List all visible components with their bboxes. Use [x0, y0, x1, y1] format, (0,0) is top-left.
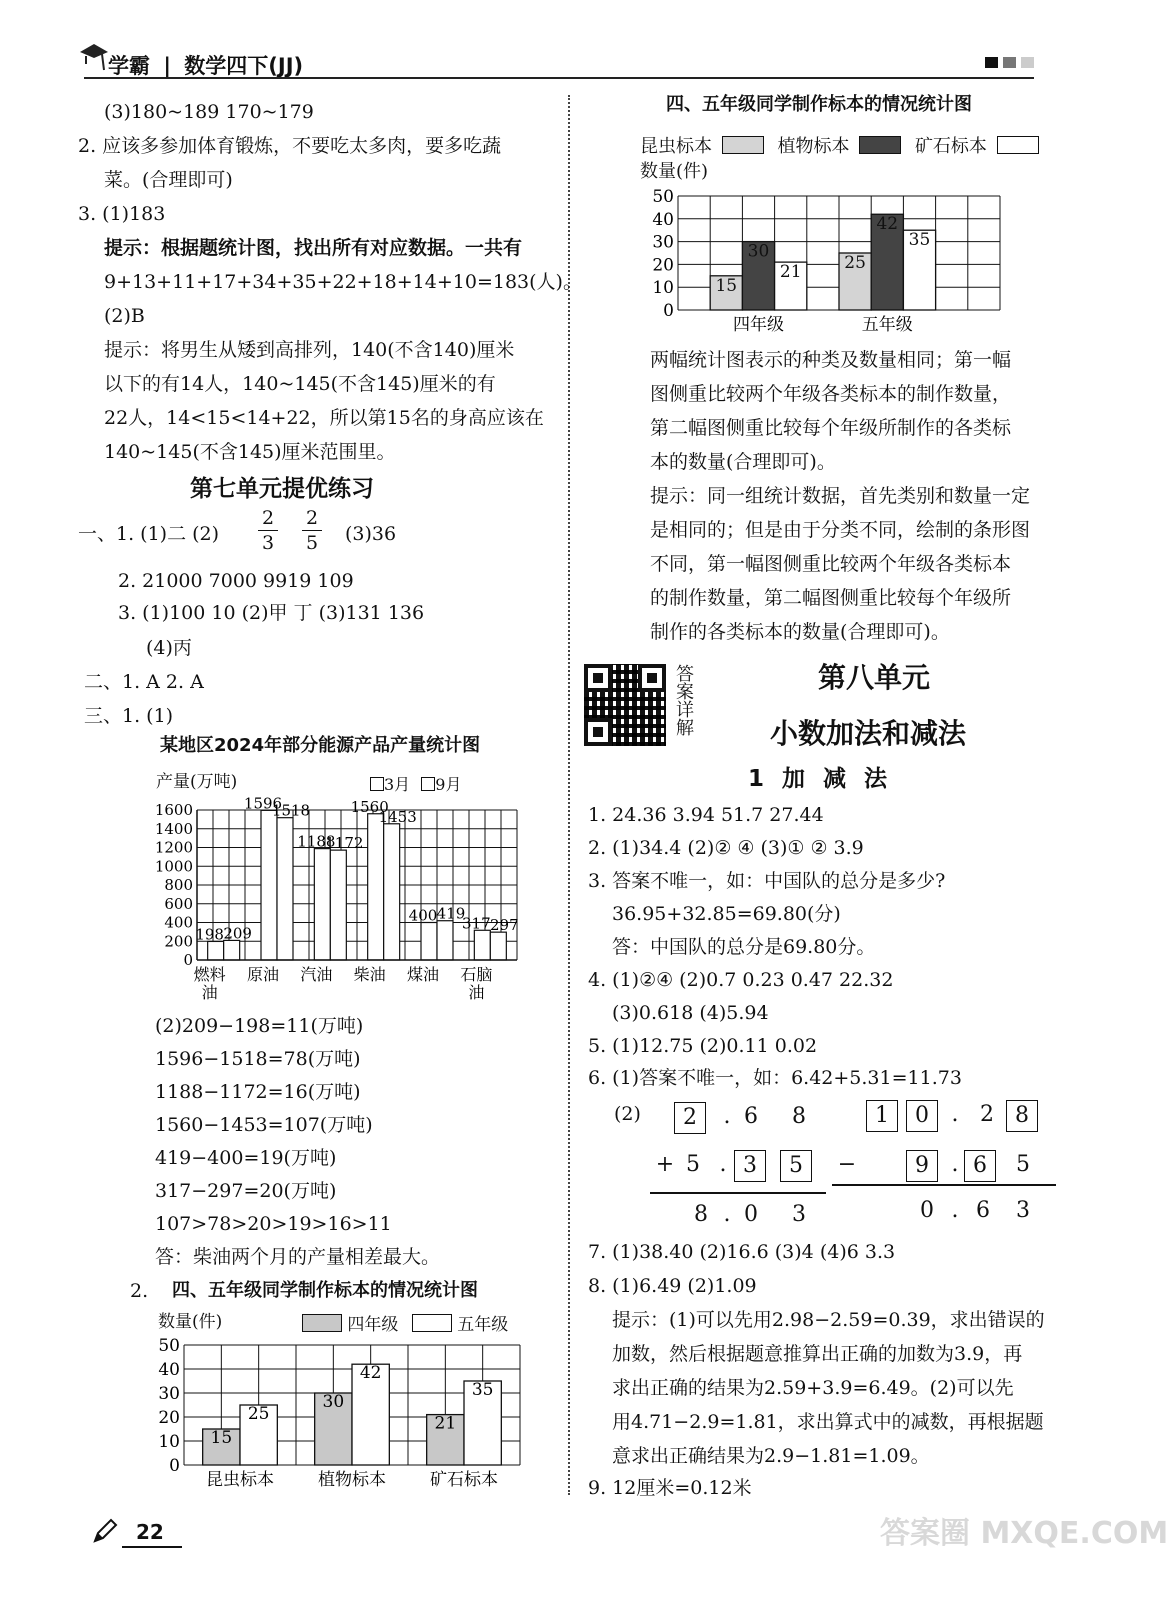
legend-mineral: 矿石标本 — [914, 136, 987, 157]
digit: 6 — [976, 1198, 990, 1223]
line: 三、1. (1) — [84, 705, 174, 727]
chart2-legend — [302, 1310, 508, 1335]
data-label: 1453 — [378, 807, 417, 826]
digit-box: 9 — [906, 1150, 938, 1182]
data-label: 15 — [715, 275, 738, 296]
legend-swatch-g5 — [412, 1314, 452, 1332]
line: 1. 24.36 3.94 51.7 27.44 — [588, 804, 824, 826]
line: 是相同的；但是由于分类不同，绘制的条形图 — [650, 519, 1031, 541]
vertical-calc-2 — [832, 1098, 1056, 1228]
digit: . — [951, 1198, 959, 1223]
page-number: 22 — [136, 1520, 164, 1544]
bar — [437, 921, 453, 960]
hint: 提示：(1)可以先用2.98−2.59=0.39，求出错误的 — [612, 1309, 1045, 1331]
qr-corner — [584, 664, 612, 692]
header-square-3 — [1021, 57, 1034, 68]
digit: 6 — [744, 1104, 758, 1129]
y-tick-label: 10 — [652, 278, 674, 299]
x-tick-label: 四年级 — [733, 315, 784, 335]
bar — [490, 932, 506, 960]
line: 用4.71−2.9=1.81，求出算式中的减数，再根据题 — [612, 1411, 1044, 1433]
calc-line: (2)209−198=11(万吨) — [155, 1015, 364, 1037]
fraction-1 — [258, 506, 278, 555]
calc-line: 317−297=20(万吨) — [155, 1180, 337, 1202]
line: (2) — [614, 1103, 641, 1125]
line: 3. 答案不唯一，如：中国队的总分是多少? — [588, 870, 946, 892]
calc-line: 答：柴油两个月的产量相差最大。 — [155, 1246, 441, 1268]
digit: . — [723, 1104, 731, 1129]
line: 二、1. A 2. A — [84, 671, 204, 693]
line: 的制作数量，第二幅图侧重比较每个年级所 — [650, 587, 1012, 609]
digit: 0 — [744, 1202, 758, 1227]
x-tick-label: 柴油 — [353, 965, 386, 984]
y-tick-label: 1000 — [154, 857, 193, 876]
calc-line: 107>78>20>19>16>11 — [155, 1213, 392, 1235]
bar — [474, 930, 490, 960]
legend-insect: 昆虫标本 — [640, 136, 712, 157]
line: 2. 应该多参加体育锻炼，不要吃太多肉，要多吃蔬 — [78, 135, 502, 157]
legend-g5: 五年级 — [457, 1315, 509, 1335]
chart3-legend — [640, 132, 1039, 158]
header-rule — [84, 77, 1034, 79]
fraction-2 — [302, 506, 322, 555]
header: 学霸 | 数学四下(JJ) — [108, 54, 304, 78]
bar — [261, 810, 277, 960]
brand-name: 学霸 — [108, 54, 150, 78]
data-label: 1596 — [243, 794, 283, 813]
data-label: 419 — [436, 904, 466, 923]
y-tick-label: 800 — [164, 876, 193, 894]
y-tick-label: 20 — [652, 255, 674, 276]
digit: . — [719, 1152, 727, 1177]
x-tick-label: 油 — [201, 983, 218, 1002]
data-label: 297 — [490, 916, 519, 935]
chart3 — [640, 182, 1020, 342]
digit: 3 — [792, 1202, 806, 1227]
chart2 — [150, 1335, 540, 1495]
y-tick-label: 0 — [183, 951, 193, 969]
hint: 提示：根据题统计图，找出所有对应数据。一共有 — [104, 237, 523, 259]
lesson-title: 1 加 减 法 — [748, 766, 888, 792]
unit8-subtitle: 小数加法和减法 — [770, 717, 967, 750]
bar — [224, 940, 240, 960]
digit-box: 0 — [906, 1100, 938, 1132]
line: (3)0.618 (4)5.94 — [612, 1002, 769, 1024]
digit-box: 1 — [866, 1100, 898, 1132]
calc-line: 1188−1172=16(万吨) — [155, 1081, 361, 1103]
data-label: 209 — [223, 924, 252, 943]
frac2-num: 2 — [305, 507, 319, 529]
data-label: 25 — [844, 253, 866, 273]
digit: 8 — [792, 1104, 806, 1129]
chart1-legend — [370, 772, 461, 795]
digit: 0 — [920, 1198, 934, 1223]
x-tick-label: 原油 — [246, 965, 280, 984]
digit: 2 — [980, 1102, 994, 1127]
qr-label: 答案详解 — [673, 664, 694, 736]
chart1 — [145, 765, 545, 1010]
line: 6. (1)答案不唯一，如：6.42+5.31=11.73 — [588, 1067, 962, 1089]
y-tick-label: 600 — [164, 894, 193, 913]
data-label: 1188 — [297, 832, 336, 851]
bar — [277, 818, 293, 960]
legend-swatch-mineral — [997, 136, 1039, 154]
data-label: 198 — [195, 925, 224, 944]
digit: 5 — [1016, 1152, 1030, 1177]
bar — [330, 850, 346, 960]
x-tick-label: 昆虫标本 — [206, 1470, 274, 1490]
line: 答：中国队的总分是69.80分。 — [612, 936, 876, 958]
legend-plant: 植物标本 — [777, 136, 850, 157]
line: 140~145(不含145)厘米范围里。 — [104, 441, 396, 463]
hint: 提示：同一组统计数据，首先类别和数量一定 — [650, 485, 1031, 507]
legend-swatch-g4 — [302, 1314, 342, 1332]
book-title: 数学四下(JJ) — [184, 54, 304, 78]
data-label: 15 — [210, 1428, 233, 1448]
watermark: 答案圈 MXQE.COM — [880, 1516, 1168, 1551]
x-tick-label: 矿石标本 — [430, 1470, 498, 1490]
x-tick-label: 石脑 — [460, 965, 493, 984]
vertical-calc-1 — [650, 1100, 826, 1230]
chart2-title: 四、五年级同学制作标本的情况统计图 — [172, 1280, 478, 1301]
hint: 提示：将男生从矮到高排列，140(不含140)厘米 — [104, 339, 515, 361]
calc-line: 1596−1518=78(万吨) — [155, 1048, 361, 1070]
legend-swatch-plant — [859, 136, 901, 154]
data-label: 400 — [408, 906, 438, 925]
line: 3. (1)100 10 (2)甲 丁 (3)131 136 — [118, 602, 425, 624]
chart3-ylabel: 数量(件) — [640, 161, 709, 182]
legend-sep: 9月 — [435, 775, 462, 794]
line: 两幅统计图表示的种类及数量相同；第一幅 — [650, 349, 1012, 371]
y-tick-label: 10 — [158, 1432, 180, 1452]
line: 图侧重比较两个年级各类标本的制作数量， — [650, 383, 1012, 405]
unit8-title: 第八单元 — [818, 661, 931, 694]
line: 5. (1)12.75 (2)0.11 0.02 — [588, 1035, 818, 1057]
legend-march: 3月 — [384, 775, 411, 794]
line: 36.95+32.85=69.80(分) — [612, 903, 841, 925]
chart2-ylabel: 数量(件) — [158, 1312, 223, 1332]
sum-line — [650, 1192, 826, 1194]
line: 8. (1)6.49 (2)1.09 — [588, 1275, 757, 1297]
difference-line — [832, 1184, 1056, 1186]
q1-part3: (3)36 — [345, 523, 397, 545]
qr-corner — [584, 718, 612, 746]
digit-box: 6 — [964, 1150, 996, 1182]
q1 — [78, 522, 219, 546]
unit7-title: 第七单元提优练习 — [190, 476, 374, 502]
line: 9+13+11+17+34+35+22+18+14+10=183(人)。 — [104, 271, 582, 293]
y-tick-label: 0 — [663, 301, 674, 321]
legend-swatch-sep — [421, 777, 435, 791]
calc-line: 1560−1453=107(万吨) — [155, 1114, 373, 1136]
data-label: 21 — [434, 1413, 457, 1434]
column-divider — [568, 95, 570, 1495]
digit-box: 3 — [734, 1150, 766, 1182]
y-tick-label: 1200 — [154, 838, 193, 857]
line: 求出正确的结果为2.59+3.9=6.49。(2)可以先 — [612, 1377, 1014, 1399]
pencil-icon — [92, 1518, 118, 1548]
brand-logo — [78, 40, 108, 76]
line: 菜。(合理即可) — [104, 169, 233, 191]
q2-number: 2. — [130, 1280, 149, 1302]
line: 4. (1)②④ (2)0.7 0.23 0.47 22.32 — [588, 969, 894, 991]
qr-corner — [638, 664, 666, 692]
y-tick-label: 30 — [652, 232, 674, 253]
chart1-ylabel: 产量(万吨) — [156, 772, 238, 792]
y-tick-label: 0 — [169, 1456, 180, 1476]
bar — [314, 849, 330, 960]
line: 2. (1)34.4 (2)② ④ (3)① ② 3.9 — [588, 837, 864, 859]
x-tick-label: 汽油 — [300, 965, 333, 984]
y-tick-label: 30 — [158, 1384, 180, 1404]
bar — [368, 814, 384, 960]
line: 2. 21000 7000 9919 109 — [118, 570, 354, 592]
calc-line: 419−400=19(万吨) — [155, 1147, 337, 1169]
line: 本的数量(合理即可)。 — [650, 451, 836, 473]
x-tick-label: 油 — [468, 983, 485, 1002]
data-label: 1560 — [350, 797, 389, 816]
line: (4)丙 — [146, 637, 192, 659]
y-tick-label: 40 — [652, 209, 674, 230]
frac1-den: 3 — [261, 532, 275, 554]
legend-g4: 四年级 — [347, 1315, 399, 1335]
frac2-den: 5 — [305, 532, 319, 554]
y-tick-label: 400 — [164, 913, 193, 932]
bar — [208, 941, 224, 960]
data-label: 317 — [462, 914, 491, 933]
x-tick-label: 五年级 — [861, 315, 913, 335]
digit: . — [951, 1152, 959, 1177]
legend-swatch-insect — [722, 136, 764, 154]
line: 不同，第一幅图侧重比较两个年级各类标本 — [650, 553, 1012, 575]
digit-box: 5 — [780, 1150, 812, 1182]
y-tick-label: 200 — [164, 932, 193, 951]
digit: − — [837, 1152, 857, 1177]
data-label: 1172 — [325, 834, 364, 853]
chart1-title: 某地区2024年部分能源产品产量统计图 — [160, 735, 481, 756]
frac1-num: 2 — [261, 507, 275, 529]
q1-text: 一、1. (1)二 (2) — [78, 523, 220, 545]
digit: + — [655, 1152, 675, 1177]
data-label: 42 — [876, 214, 899, 235]
data-label: 25 — [247, 1404, 270, 1424]
digit-box: 2 — [674, 1102, 706, 1134]
line: 意求出正确结果为2.9−1.81=1.09。 — [612, 1445, 930, 1467]
y-tick-label: 40 — [158, 1360, 180, 1380]
data-label: 35 — [908, 230, 931, 251]
data-label: 35 — [471, 1380, 494, 1400]
data-label: 1518 — [271, 801, 311, 820]
digit: . — [723, 1202, 731, 1227]
y-tick-label: 50 — [652, 187, 674, 207]
graduation-cap-icon — [78, 40, 108, 76]
y-tick-label: 1400 — [154, 819, 193, 838]
line: (3)180~189 170~179 — [104, 101, 314, 123]
y-tick-label: 1600 — [154, 801, 193, 819]
digit: . — [951, 1102, 959, 1127]
data-label: 30 — [322, 1392, 345, 1412]
legend-swatch-march — [370, 777, 384, 791]
line: (2)B — [104, 305, 145, 327]
x-tick-label: 植物标本 — [318, 1470, 386, 1490]
y-tick-label: 20 — [158, 1408, 180, 1428]
digit-box: 8 — [1006, 1100, 1038, 1132]
data-label: 42 — [359, 1363, 382, 1384]
digit: 8 — [694, 1202, 708, 1227]
line: 22人，14<15<14+22，所以第15名的身高应该在 — [104, 407, 544, 429]
data-label: 30 — [747, 241, 770, 262]
line: 制作的各类标本的数量(合理即可)。 — [650, 621, 950, 643]
line: 3. (1)183 — [78, 203, 166, 225]
digit: 5 — [686, 1152, 700, 1177]
header-square-1 — [985, 57, 998, 68]
header-square-2 — [1003, 57, 1016, 68]
digit: 3 — [1016, 1198, 1030, 1223]
line: 7. (1)38.40 (2)16.6 (3)4 (4)6 3.3 — [588, 1241, 896, 1263]
chart3-title: 四、五年级同学制作标本的情况统计图 — [666, 94, 972, 115]
y-tick-label: 50 — [158, 1336, 180, 1356]
data-label: 21 — [779, 262, 802, 283]
bar — [421, 923, 437, 961]
page-rule — [122, 1546, 182, 1548]
x-tick-label: 煤油 — [406, 965, 440, 984]
line: 以下的有14人，140~145(不含145)厘米的有 — [104, 373, 496, 395]
line: 加数，然后根据题意推算出正确的加数为3.9，再 — [612, 1343, 1023, 1365]
line: 9. 12厘米=0.12米 — [588, 1477, 752, 1499]
bar — [384, 824, 400, 960]
line: 第二幅图侧重比较每个年级所制作的各类标 — [650, 417, 1012, 439]
x-tick-label: 燃料 — [193, 965, 226, 984]
